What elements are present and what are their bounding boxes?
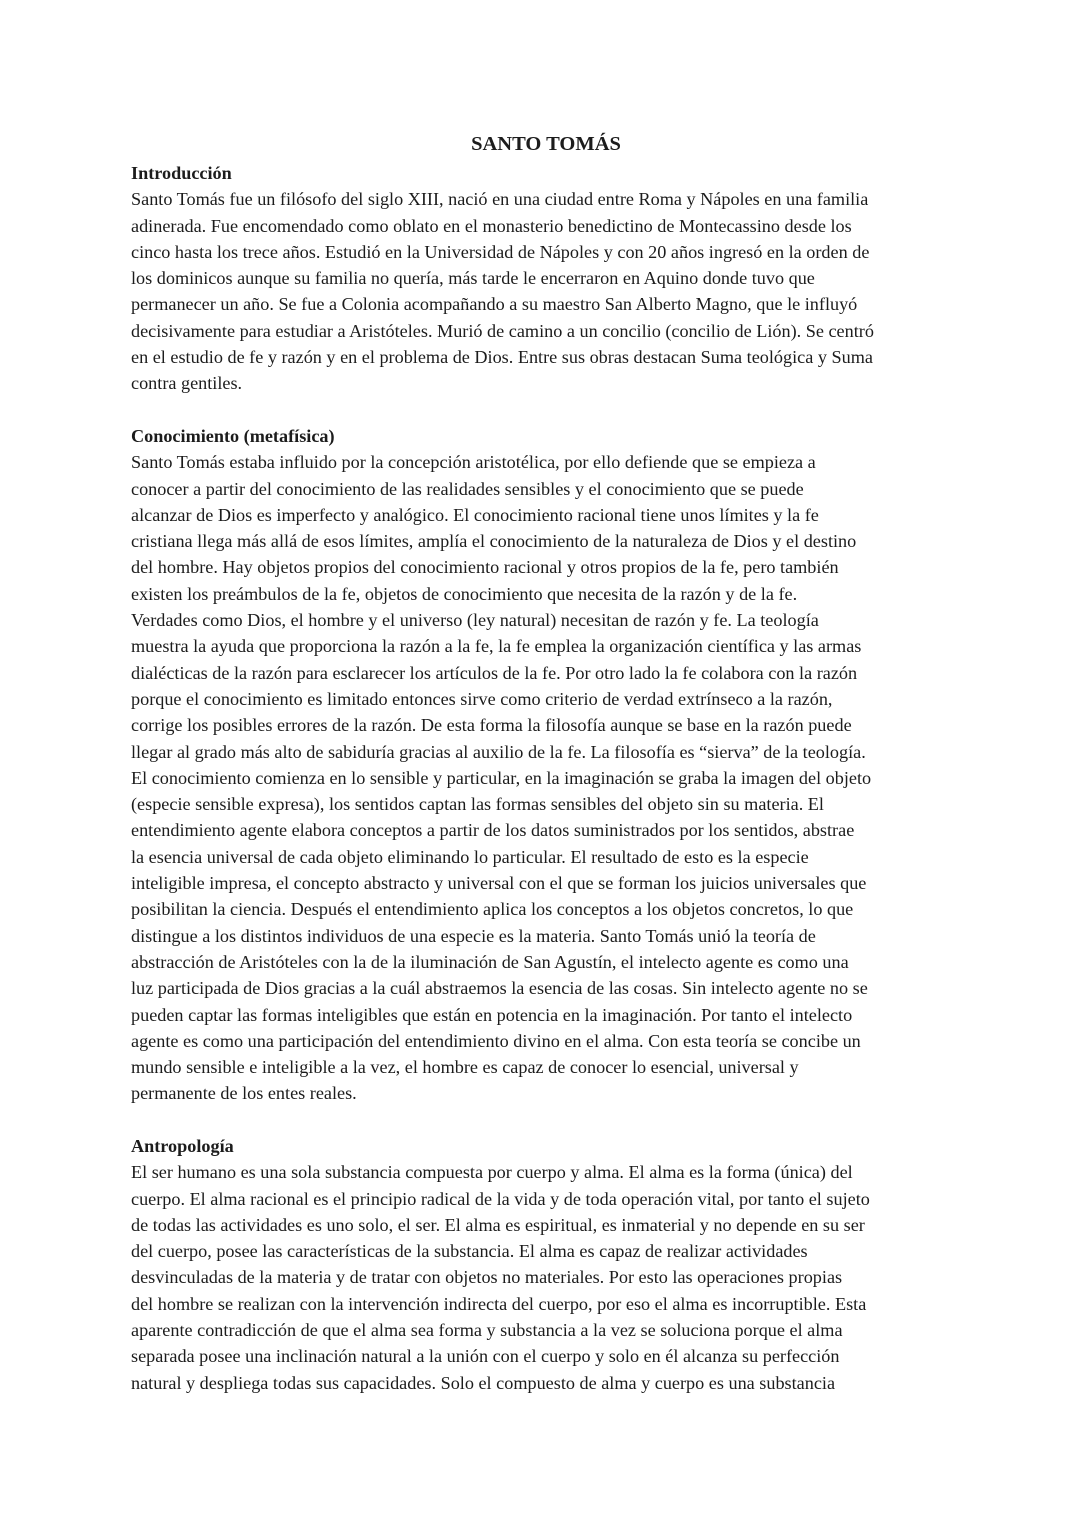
text-line: muestra la ayuda que proporciona la razón a la fe, la fe emplea la organización científica y las armas [131,636,862,657]
text-line: del hombre se realizan con la intervención indirecta del cuerpo, por eso el alma es incorruptible. Esta [131,1293,867,1314]
text-line: del hombre. Hay objetos propios del conocimiento racional y otros propios de la fe, pero también [131,557,839,578]
text-line: cinco hasta los trece años. Estudió en la Universidad de Nápoles y con 20 años ingresó en la orden de [131,241,870,262]
text-line: pueden captar las formas inteligibles que están en potencia en la imaginación. Por tanto el intelecto [131,1004,853,1025]
text-line: conocer a partir del conocimiento de las realidades sensibles y el conocimiento que se puede [131,478,804,499]
text-line: El conocimiento comienza en lo sensible y particular, en la imaginación se graba la imagen del objeto [131,767,872,788]
text-line: del cuerpo, posee las características de la substancia. El alma es capaz de realizar actividades [131,1241,808,1262]
text-line: existen los preámbulos de la fe, objetos de conocimiento que necesita de la razón y de la fe. [131,583,798,604]
section-conocimiento [131,423,961,1107]
text-line: Santo Tomás fue un filósofo del siglo XIII, nació en una ciudad entre Roma y Nápoles en una familia [131,189,869,210]
text-line: desvinculadas de la materia y de tratar con objetos no materiales. Por esto las operaciones propias [131,1267,843,1288]
text-line: Verdades como Dios, el hombre y el universo (ley natural) necesitan de razón y fe. La teología [131,610,819,631]
text-line: separada posee una inclinación natural a la unión con el cuerpo y solo en él alcanza su perfección [131,1346,840,1367]
section-heading: Conocimiento (metafísica) [131,425,335,446]
text-line: dialécticas de la razón para esclarecer los artículos de la fe. Por otro lado la fe colabora con la razón [131,662,858,683]
text-line: corrige los posibles errores de la razón. De esta forma la filosofía aunque se base en la razón puede [131,715,852,736]
text-line: Santo Tomás estaba influido por la concepción aristotélica, por ello defiende que se empieza a [131,452,816,473]
text-line: permanente de los entes reales. [131,1083,357,1104]
section-heading: Antropología [131,1135,234,1156]
text-line: mundo sensible e inteligible a la vez, el hombre es capaz de conocer lo esencial, universal y [131,1057,799,1078]
section-heading: Introducción [131,163,232,183]
text-line: luz participada de Dios gracias a la cuál abstraemos la esencia de las cosas. Sin intelecto agente no se [131,978,868,999]
text-line: alcanzar de Dios es imperfecto y analógico. El conocimiento racional tiene unos límites y la fe [131,504,819,525]
text-line: aparente contradicción de que el alma sea forma y substancia a la vez se soluciona porque el alma [131,1320,843,1341]
text-line: (especie sensible expresa), los sentidos captan las formas sensibles del objeto sin su materia. El [131,794,824,815]
text-line: posibilitan la ciencia. Después el entendimiento aplica los conceptos a los objetos concretos, lo que [131,899,854,920]
text-line: El ser humano es una sola substancia compuesta por cuerpo y alma. El alma es la forma (única) del [131,1162,853,1183]
paragraph-gap [131,1107,961,1133]
document-page [131,128,961,1396]
text-line: la esencia universal de cada objeto eliminando lo particular. El resultado de esto es la especie [131,846,809,867]
text-line: cuerpo. El alma racional es el principio radical de la vida y de toda operación vital, por tanto el sujeto [131,1188,870,1209]
text-line: agente es como una participación del entendimiento divino en el alma. Con esta teoría se concibe un [131,1030,861,1051]
text-line: inteligible impresa, el concepto abstracto y universal con el que se forman los juicios universales que [131,873,867,894]
text-line: llegar al grado más alto de sabiduría gracias al auxilio de la fe. La filosofía es “sierva” de la teología. [131,741,866,762]
paragraph-gap [131,397,961,423]
section-introduccion [131,160,961,397]
section-body [131,449,961,1106]
text-line: cristiana llega más allá de esos límites, amplía el conocimiento de la naturaleza de Dios y el destino [131,531,857,552]
document-title: SANTO TOMÁS [471,133,621,155]
text-line: en el estudio de fe y razón y en el problema de Dios. Entre sus obras destacan Suma teológica y Suma [131,347,873,368]
text-line: distingue a los distintos individuos de una especie es la materia. Santo Tomás unió la teoría de [131,925,816,946]
text-line: de todas las actividades es uno solo, el ser. El alma es espiritual, es inmaterial y no depende en su ser [131,1214,865,1235]
text-line: los dominicos aunque su familia no quería, más tarde le encerraron en Aquino donde tuvo que [131,268,815,289]
text-line: entendimiento agente elabora conceptos a partir de los datos suministrados por los sentidos, abstrae [131,820,855,841]
text-line: permanecer un año. Se fue a Colonia acompañando a su maestro San Alberto Magno, que le influyó [131,294,858,315]
section-body [131,1159,961,1396]
text-line: porque el conocimiento es limitado entonces sirve como criterio de verdad extrínseco a la razón, [131,688,833,709]
text-line: abstracción de Aristóteles con la de la iluminación de San Agustín, el intelecto agente es como una [131,951,849,972]
text-line: contra gentiles. [131,373,243,394]
section-body [131,186,961,396]
text-line: natural y despliega todas sus capacidades. Solo el compuesto de alma y cuerpo es una substancia [131,1372,836,1393]
text-line: decisivamente para estudiar a Aristóteles. Murió de camino a un concilio (concilio de Lión). Se centró [131,320,874,341]
text-line: adinerada. Fue encomendado como oblato en el monasterio benedictino de Montecassino desde los [131,215,852,236]
section-antropologia [131,1133,961,1396]
